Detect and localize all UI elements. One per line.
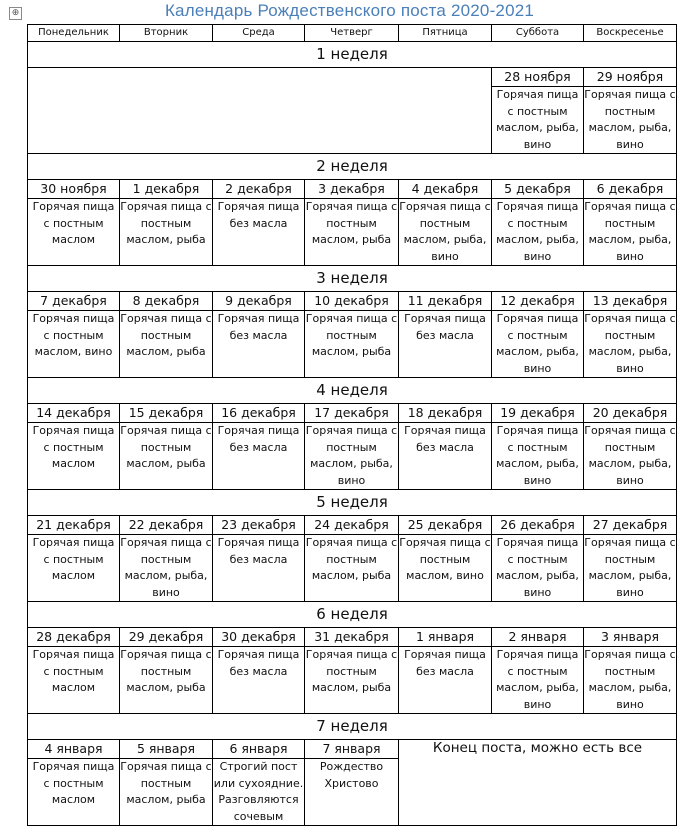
meal-cell: Горячая пища с постным маслом, рыба xyxy=(305,535,399,602)
weekday-header: Суббота xyxy=(492,25,584,42)
date-cell: 4 января xyxy=(28,740,120,759)
weekday-header: Среда xyxy=(213,25,305,42)
week-heading: 3 неделя xyxy=(28,266,677,292)
date-cell: 11 декабря xyxy=(399,292,492,311)
weekday-header: Вторник xyxy=(120,25,213,42)
document-title: Календарь Рождественского поста 2020-2021 xyxy=(164,1,535,20)
meal-cell: Горячая пища с постным маслом, вино xyxy=(399,535,492,602)
week-heading: 4 неделя xyxy=(28,378,677,404)
date-cell: 28 ноября xyxy=(492,68,584,87)
empty-cell xyxy=(28,68,492,154)
date-cell: 7 января xyxy=(305,740,399,759)
meal-cell: Горячая пища с постным маслом, рыба, вино xyxy=(584,647,677,714)
date-cell: 30 ноября xyxy=(28,180,120,199)
date-cell: 29 ноября xyxy=(584,68,677,87)
date-cell: 26 декабря xyxy=(492,516,584,535)
table-move-handle-icon[interactable]: ⊕ xyxy=(9,7,22,20)
meal-cell: Горячая пища с постным маслом, рыба xyxy=(120,311,213,378)
meal-cell: Горячая пища с постным маслом, рыба, вино xyxy=(584,311,677,378)
meal-cell: Горячая пища с постным маслом, рыба, вино xyxy=(584,423,677,490)
date-cell: 5 декабря xyxy=(492,180,584,199)
date-cell: 21 декабря xyxy=(28,516,120,535)
date-cell: 27 декабря xyxy=(584,516,677,535)
week-heading: 5 неделя xyxy=(28,490,677,516)
date-cell: 19 декабря xyxy=(492,404,584,423)
date-cell: 5 января xyxy=(120,740,213,759)
meal-cell: Горячая пища с постным маслом xyxy=(28,199,120,266)
meal-cell: Горячая пища с постным маслом, рыба, вино xyxy=(492,199,584,266)
date-cell: 31 декабря xyxy=(305,628,399,647)
meal-cell: Горячая пища с постным маслом, рыба, вино xyxy=(399,199,492,266)
weekday-header: Четверг xyxy=(305,25,399,42)
meal-cell: Горячая пища с постным маслом, рыба, вино xyxy=(492,423,584,490)
date-cell: 22 декабря xyxy=(120,516,213,535)
week-heading: 2 неделя xyxy=(28,154,677,180)
meal-cell: Горячая пища без масла xyxy=(399,311,492,378)
meal-cell: Горячая пища с постным маслом, рыба xyxy=(305,647,399,714)
meal-cell: Горячая пища без масла xyxy=(399,647,492,714)
date-cell: 3 декабря xyxy=(305,180,399,199)
meal-cell: Горячая пища без масла xyxy=(399,423,492,490)
weekday-header: Пятница xyxy=(399,25,492,42)
meal-cell: Горячая пища с постным маслом, рыба, вино xyxy=(305,423,399,490)
date-cell: 17 декабря xyxy=(305,404,399,423)
week-heading: 7 неделя xyxy=(28,714,677,740)
meal-cell: Горячая пища с постным маслом, рыба xyxy=(120,647,213,714)
date-cell: 1 декабря xyxy=(120,180,213,199)
meal-cell: Горячая пища с постным маслом xyxy=(28,535,120,602)
meal-cell: Горячая пища с постным маслом, рыба xyxy=(120,199,213,266)
meal-cell: Горячая пища с постным маслом, рыба, вино xyxy=(584,87,677,154)
date-cell: 8 декабря xyxy=(120,292,213,311)
meal-cell: Горячая пища с постным маслом, рыба xyxy=(305,311,399,378)
meal-cell: Горячая пища с постным маслом xyxy=(28,647,120,714)
date-cell: 2 декабря xyxy=(213,180,305,199)
date-cell: 1 января xyxy=(399,628,492,647)
meal-cell: Горячая пища с постным маслом, рыба, вино xyxy=(492,311,584,378)
date-cell: 18 декабря xyxy=(399,404,492,423)
fasting-calendar-table xyxy=(27,24,677,826)
meal-cell: Горячая пища с постным маслом, рыба, вино xyxy=(584,199,677,266)
date-cell: 7 декабря xyxy=(28,292,120,311)
date-cell: 6 декабря xyxy=(584,180,677,199)
meal-cell: Строгий пост или сухоядние. Разговляются сочевым xyxy=(213,759,305,826)
meal-cell: Горячая пища с постным маслом, рыба xyxy=(120,423,213,490)
meal-cell: Горячая пища с постным маслом xyxy=(28,759,120,826)
meal-cell: Рождество Христово xyxy=(305,759,399,826)
meal-cell: Горячая пища без масла xyxy=(213,311,305,378)
date-cell: 30 декабря xyxy=(213,628,305,647)
meal-cell: Горячая пища с постным маслом xyxy=(28,423,120,490)
meal-cell: Горячая пища без масла xyxy=(213,423,305,490)
date-cell: 10 декабря xyxy=(305,292,399,311)
meal-cell: Горячая пища без масла xyxy=(213,647,305,714)
date-cell: 29 декабря xyxy=(120,628,213,647)
date-cell: 14 декабря xyxy=(28,404,120,423)
end-of-fast-note: Конец поста, можно есть все xyxy=(399,740,677,826)
date-cell: 6 января xyxy=(213,740,305,759)
date-cell: 20 декабря xyxy=(584,404,677,423)
meal-cell: Горячая пища без масла xyxy=(213,199,305,266)
meal-cell: Горячая пища с постным маслом, рыба, вино xyxy=(492,87,584,154)
date-cell: 9 декабря xyxy=(213,292,305,311)
date-cell: 15 декабря xyxy=(120,404,213,423)
meal-cell: Горячая пища с постным маслом, рыба xyxy=(120,759,213,826)
week-heading: 6 неделя xyxy=(28,602,677,628)
date-cell: 28 декабря xyxy=(28,628,120,647)
weekday-header: Воскресенье xyxy=(584,25,677,42)
meal-cell: Горячая пища с постным маслом, рыба, вино xyxy=(584,535,677,602)
meal-cell: Горячая пища с постным маслом, рыба, вино xyxy=(492,647,584,714)
meal-cell: Горячая пища без масла xyxy=(213,535,305,602)
weekday-header-row xyxy=(28,25,677,42)
weekday-header: Понедельник xyxy=(28,25,120,42)
date-cell: 24 декабря xyxy=(305,516,399,535)
meal-cell: Горячая пища с постным маслом, рыба xyxy=(305,199,399,266)
date-cell: 3 января xyxy=(584,628,677,647)
date-cell: 25 декабря xyxy=(399,516,492,535)
date-cell: 12 декабря xyxy=(492,292,584,311)
date-cell: 23 декабря xyxy=(213,516,305,535)
date-cell: 16 декабря xyxy=(213,404,305,423)
meal-cell: Горячая пища с постным маслом, вино xyxy=(28,311,120,378)
meal-cell: Горячая пища с постным маслом, рыба, вино xyxy=(492,535,584,602)
meal-cell: Горячая пища с постным маслом, рыба, вино xyxy=(120,535,213,602)
date-cell: 2 января xyxy=(492,628,584,647)
date-cell: 4 декабря xyxy=(399,180,492,199)
week-heading: 1 неделя xyxy=(28,42,677,68)
date-cell: 13 декабря xyxy=(584,292,677,311)
